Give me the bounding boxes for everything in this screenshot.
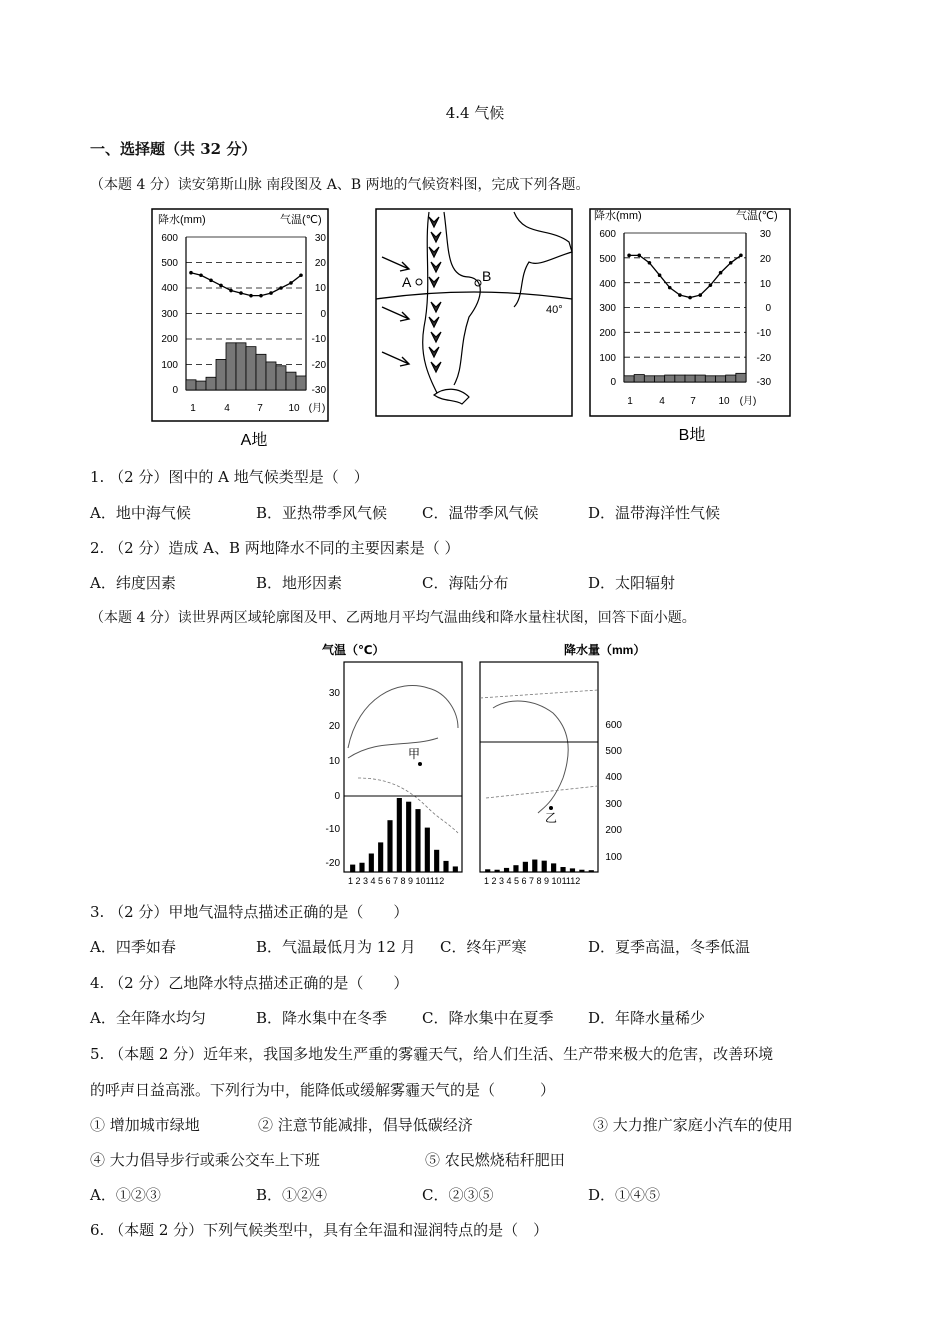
temp-point <box>209 279 213 283</box>
q1-option-a[interactable]: A．地中海气候 <box>90 504 191 522</box>
temp-point <box>189 271 193 275</box>
b-right-tick: -30 <box>756 377 771 388</box>
map-label-a: A <box>402 274 412 290</box>
temp-point <box>648 261 652 265</box>
precip-bar <box>644 376 654 382</box>
question-3-stem: 3. （2 分）甲地气温特点描述正确的是（ ） <box>90 903 409 921</box>
question-5-stem-1: 5. （本题 2 分）近年来，我国多地发生严重的雾霾天气，给人们生活、生产带来极大的危害，改善环境 <box>90 1045 774 1063</box>
fig2-bar <box>495 870 500 872</box>
chart-a <box>150 207 330 452</box>
fig2-right-title: 降水量（mm） <box>564 643 646 657</box>
q3-option-b[interactable]: B．气温最低月为 12 月 <box>256 938 416 956</box>
fig2-bar <box>513 865 518 872</box>
b-x-tick: 10 <box>718 396 730 407</box>
fig2-bar <box>560 867 565 872</box>
fig2-bar <box>434 850 439 872</box>
fig2-right-tick: 200 <box>605 825 622 836</box>
temp-point <box>279 286 283 290</box>
temp-point <box>289 281 293 285</box>
temp-point <box>637 254 641 258</box>
q5-option-d[interactable]: D．①④⑤ <box>588 1186 661 1204</box>
a-left-tick: 400 <box>161 283 178 294</box>
question-5-stem-2: 的呼声日益高涨。下列行为中，能降低或缓解雾霾天气的是（ ） <box>90 1081 556 1099</box>
fig2-right-tick: 300 <box>605 799 622 810</box>
temp-point <box>678 293 682 297</box>
b-x-tick: (月) <box>739 396 757 407</box>
panel-yi <box>480 662 598 872</box>
question-2-stem: 2. （2 分）造成 A、B 两地降水不同的主要因素是（ ） <box>90 539 460 557</box>
precip-bar <box>624 376 634 382</box>
q5-option-a[interactable]: A．①②③ <box>90 1186 161 1204</box>
fig2-bar <box>443 861 448 872</box>
a-right-tick: -20 <box>311 360 326 371</box>
q3-option-c[interactable]: C．终年严寒 <box>440 938 527 956</box>
q1-option-c[interactable]: C．温带季风气候 <box>422 504 539 522</box>
fig2-bar <box>406 802 411 872</box>
precip-bar <box>296 376 306 390</box>
a-right-tick: 30 <box>314 233 326 244</box>
a-right-tick: 10 <box>314 283 326 294</box>
precip-bar <box>685 375 695 382</box>
temp-point <box>739 254 743 258</box>
a-left-tick: 300 <box>161 309 178 320</box>
b-left-tick: 500 <box>599 254 616 265</box>
panel-jia <box>344 662 462 872</box>
fig2-jia-x-ticks: 1 2 3 4 5 6 7 8 9 101112 <box>348 876 445 886</box>
precip-bar <box>675 375 685 382</box>
precip-bar <box>186 380 196 390</box>
fig2-left-tick: 20 <box>328 721 340 732</box>
fig2-bar <box>387 820 392 872</box>
a-x-tick: (月) <box>308 403 326 414</box>
precip-bar <box>206 377 216 390</box>
fig2-right-tick: 400 <box>605 772 622 783</box>
a-x-tick: 4 <box>224 403 230 414</box>
temp-point <box>709 283 713 287</box>
temp-point <box>658 273 662 277</box>
q2-option-c[interactable]: C．海陆分布 <box>422 574 509 592</box>
chart-b <box>588 207 793 452</box>
temp-point <box>627 254 631 258</box>
q4-option-d[interactable]: D．年降水量稀少 <box>588 1009 706 1027</box>
q2-option-b[interactable]: B．地形因素 <box>256 574 343 592</box>
chart-a-caption: A地 <box>240 432 268 449</box>
b-right-tick: -20 <box>756 353 771 364</box>
fig2-bar <box>551 863 556 872</box>
precip-bar <box>665 375 675 382</box>
q5-option-c[interactable]: C．②③⑤ <box>422 1186 494 1204</box>
precip-bar <box>716 376 726 382</box>
figure-2 <box>318 638 646 888</box>
fig2-bar <box>425 828 430 872</box>
temp-point <box>199 273 203 277</box>
a-left-tick: 200 <box>161 334 178 345</box>
a-right-tick: 20 <box>314 258 326 269</box>
a-left-tick: 600 <box>161 233 178 244</box>
b-left-tick: 600 <box>599 229 616 240</box>
temp-point <box>668 286 672 290</box>
fig2-right-tick: 600 <box>605 720 622 731</box>
chart-b-precip-label: 降水(mm) <box>594 210 642 222</box>
a-right-tick: -10 <box>311 334 326 345</box>
precip-bar <box>266 362 276 390</box>
map-latitude-label: 40° <box>546 304 563 316</box>
temp-point <box>249 294 253 298</box>
b-right-tick: 30 <box>759 229 771 240</box>
precip-bar <box>286 372 296 390</box>
precip-bar <box>276 366 286 390</box>
q5-item-3: ③ 大力推广家庭小汽车的使用 <box>593 1116 793 1134</box>
fig2-bar <box>542 861 547 872</box>
fig2-bar <box>397 798 402 872</box>
b-x-tick: 4 <box>659 396 665 407</box>
a-x-tick: 7 <box>257 403 263 414</box>
fig2-left-tick: -20 <box>325 858 340 869</box>
intro-1: （本题 4 分）读安第斯山脉 南段图及 A、B 两地的气候资料图，完成下列各题。 <box>90 177 590 193</box>
chart-a-precip-label: 降水(mm) <box>158 214 206 226</box>
page-title: 4.4 气候 <box>445 104 505 122</box>
temp-point <box>299 273 303 277</box>
temp-point <box>239 291 243 295</box>
b-left-tick: 300 <box>599 303 616 314</box>
b-right-tick: 10 <box>759 279 771 290</box>
fig2-bar <box>485 869 490 872</box>
fig2-bar <box>532 860 537 872</box>
temp-point <box>219 284 223 288</box>
fig2-left-tick: -10 <box>325 824 340 835</box>
question-1-stem: 1. （2 分）图中的 A 地气候类型是（ ） <box>90 468 369 486</box>
a-right-tick: -30 <box>311 385 326 396</box>
fig2-bar <box>369 854 374 873</box>
precip-bar <box>736 373 746 382</box>
q3-option-d[interactable]: D．夏季高温，冬季低温 <box>588 938 751 956</box>
precip-bar <box>236 343 246 390</box>
andes-map <box>374 207 574 419</box>
precip-bar <box>196 381 206 390</box>
q1-option-d[interactable]: D．温带海洋性气候 <box>588 504 721 522</box>
a-left-tick: 500 <box>161 258 178 269</box>
fig2-yi-x-ticks: 1 2 3 4 5 6 7 8 9 101112 <box>484 876 581 886</box>
precip-bar <box>256 354 266 390</box>
temp-point <box>729 261 733 265</box>
precip-bar <box>655 376 665 382</box>
temp-point <box>259 294 263 298</box>
b-right-tick: -10 <box>756 328 771 339</box>
section-heading: 一、选择题（共 32 分） <box>90 140 257 158</box>
precip-bar <box>216 359 226 390</box>
point-yi <box>549 806 553 810</box>
q5-option-b[interactable]: B．①②④ <box>256 1186 328 1204</box>
question-4-stem: 4. （2 分）乙地降水特点描述正确的是（ ） <box>90 974 409 992</box>
fig2-bar <box>453 866 458 872</box>
fig2-left-tick: 10 <box>328 756 340 767</box>
a-left-tick: 0 <box>172 385 178 396</box>
precip-bar <box>705 376 715 382</box>
b-left-tick: 400 <box>599 279 616 290</box>
chart-a-temp-label: 气温(℃) <box>280 214 322 226</box>
b-right-tick: 20 <box>759 254 771 265</box>
b-x-tick: 1 <box>627 396 633 407</box>
q2-option-a[interactable]: A．纬度因素 <box>90 574 176 592</box>
fig2-bar <box>504 868 509 872</box>
fig2-bar <box>579 870 584 872</box>
precip-bar <box>634 375 644 382</box>
temp-point <box>688 296 692 300</box>
fig2-bar <box>415 809 420 872</box>
a-right-tick: 0 <box>320 309 326 320</box>
a-x-tick: 10 <box>288 403 300 414</box>
intro-2: （本题 4 分）读世界两区域轮廓图及甲、乙两地月平均气温曲线和降水量柱状图，回答下面小题。 <box>90 610 696 626</box>
fig2-left-title: 气温（℃） <box>322 643 385 657</box>
q4-option-c[interactable]: C．降水集中在夏季 <box>422 1009 554 1027</box>
a-left-tick: 100 <box>161 360 178 371</box>
q1-option-b[interactable]: B．亚热带季风气候 <box>256 504 388 522</box>
precip-bar <box>246 347 256 390</box>
precip-bar <box>226 343 236 390</box>
precip-bar <box>726 375 736 382</box>
fig2-left-tick: 0 <box>334 791 340 802</box>
temp-point <box>229 289 233 293</box>
precip-bar <box>695 375 705 382</box>
fig2-bar <box>570 868 575 872</box>
q2-option-d[interactable]: D．太阳辐射 <box>588 574 676 592</box>
label-jia: 甲 <box>408 747 421 761</box>
q5-item-5: ⑤ 农民燃烧秸秆肥田 <box>425 1151 565 1169</box>
temp-point <box>269 291 273 295</box>
fig2-left-tick: 30 <box>328 688 340 699</box>
point-jia <box>418 762 422 766</box>
chart-b-caption: B地 <box>678 427 706 444</box>
q5-item-4: ④ 大力倡导步行或乘公交车上下班 <box>90 1151 320 1169</box>
b-left-tick: 100 <box>599 353 616 364</box>
b-x-tick: 7 <box>690 396 696 407</box>
fig2-bar <box>350 865 355 872</box>
label-yi: 乙 <box>545 811 558 825</box>
b-left-tick: 0 <box>610 377 616 388</box>
q5-item-2: ② 注意节能减排，倡导低碳经济 <box>258 1116 473 1134</box>
fig2-bar <box>589 870 594 872</box>
temp-point <box>698 293 702 297</box>
fig2-bar <box>523 862 528 872</box>
q5-item-1: ① 增加城市绿地 <box>90 1116 200 1134</box>
chart-b-temp-label: 气温(℃) <box>736 210 778 222</box>
q4-option-a[interactable]: A．全年降水均匀 <box>90 1009 206 1027</box>
b-right-tick: 0 <box>765 303 771 314</box>
q4-option-b[interactable]: B．降水集中在冬季 <box>256 1009 388 1027</box>
fig2-right-tick: 500 <box>605 746 622 757</box>
b-left-tick: 200 <box>599 328 616 339</box>
question-6-stem: 6. （本题 2 分）下列气候类型中，具有全年温和湿润特点的是（ ） <box>90 1221 549 1239</box>
a-x-tick: 1 <box>190 403 196 414</box>
q3-option-a[interactable]: A．四季如春 <box>90 938 176 956</box>
fig2-bar <box>359 863 364 872</box>
temp-point <box>719 271 723 275</box>
fig2-bar <box>378 842 383 872</box>
fig2-right-tick: 100 <box>605 852 622 863</box>
map-label-b: B <box>482 268 492 284</box>
